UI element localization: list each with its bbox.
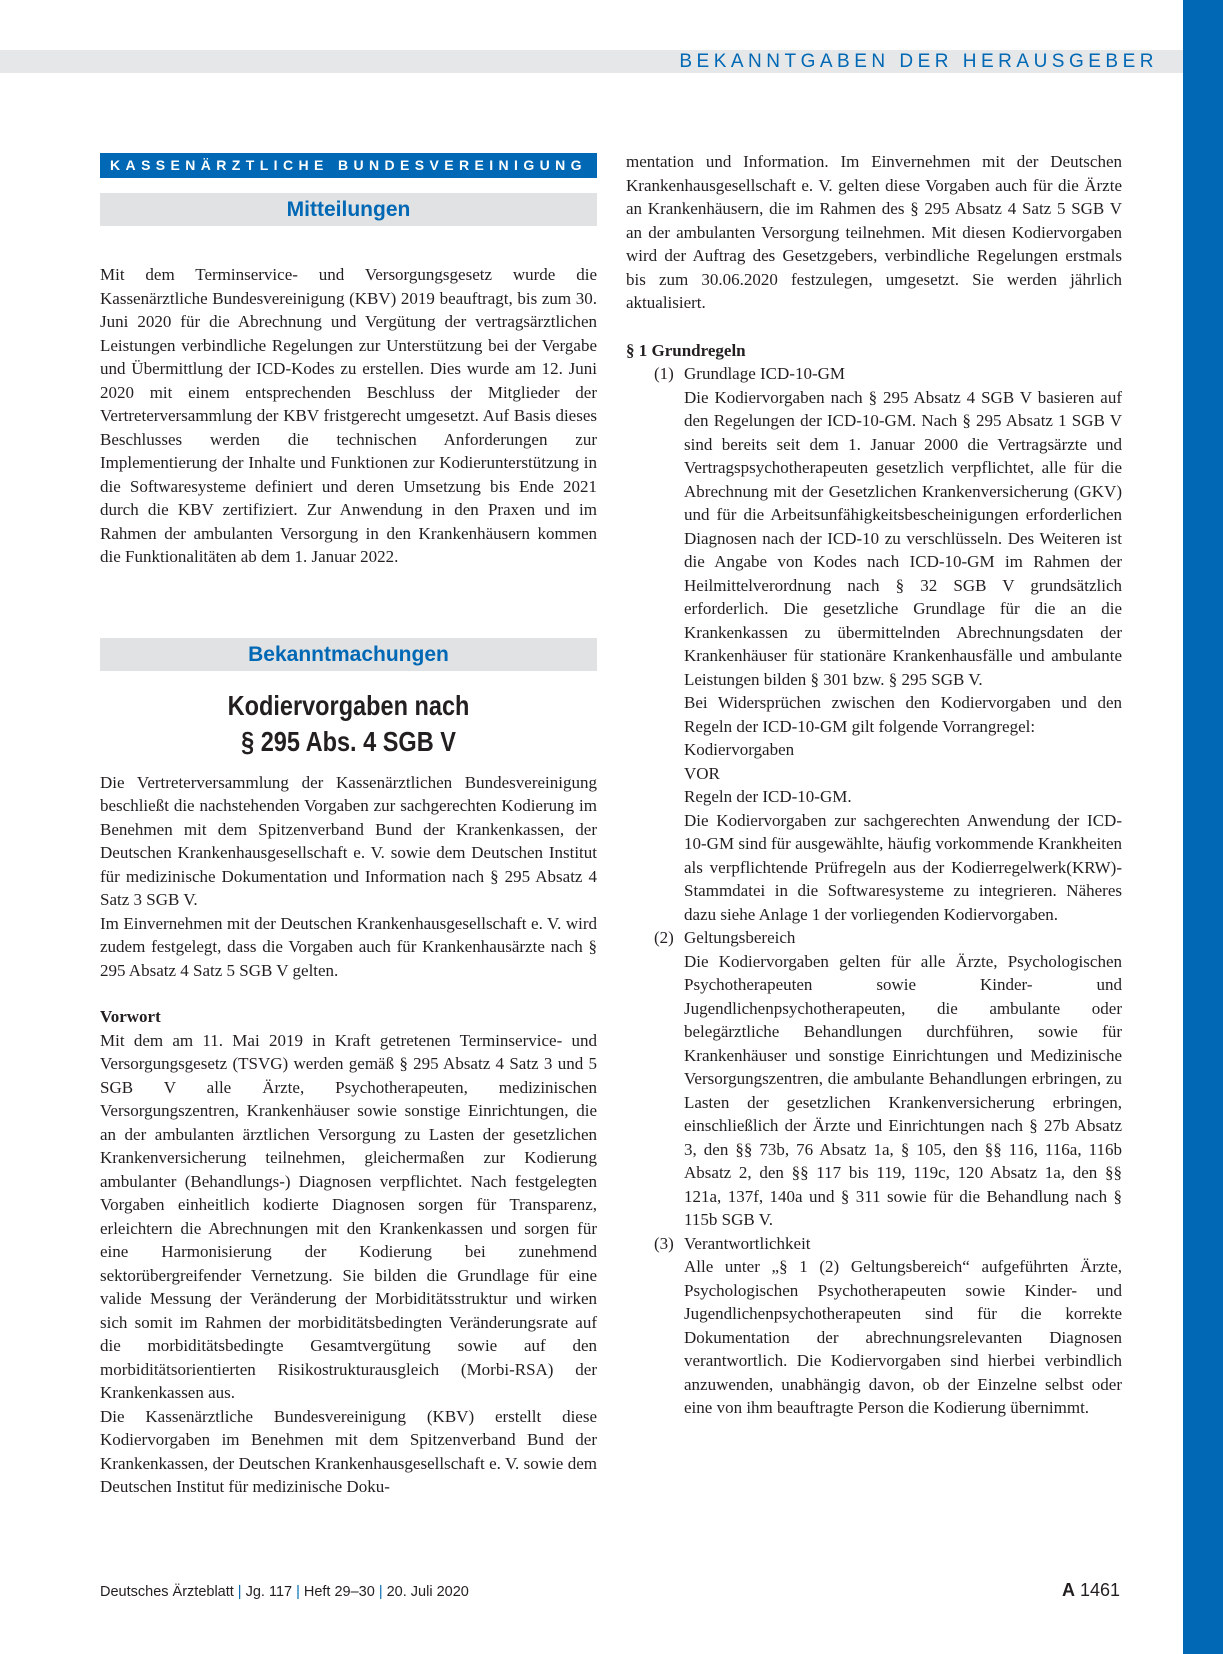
article-title-line1: Kodiervorgaben nach: [227, 689, 470, 721]
rule-line: Kodiervorgaben: [684, 740, 795, 759]
right-column: [626, 150, 1122, 1420]
item-paragraph: Die Kodiervorgaben nach § 295 Absatz 4 SGB V basieren auf den Regelungen der ICD-10-GM. Nach § 295 Absatz 1 SGB V sind bereits seit dem 1. Januar 2000 die Vertragsärzte und Vertragspsychotherapeuten gesetzlich verpflichtet, alle für die Abrechnung mit der Gesetzlichen Krankenversicherung (GKV) und für die Arbeitsunfähigkeitsbescheinigungen erforderlichen Diagnosen nach der ICD-10 zu verschlüsseln. Des Weiteren ist die Angabe von Kodes nach ICD-10-GM im Rahmen der Heilmittelverordnung nach § 32 SGB V grundsätzlich erforderlich. Die gesetzliche Grundlage für die an die Krankenkassen zu übermittelnden Abrechnungsdaten der Krankenhäuser für stationäre Krankenhausfälle und ambulante Leistungen bilden § 301 bzw. § 295 SGB V.: [684, 387, 1122, 689]
vorwort-paragraph-1: Mit dem am 11. Mai 2019 in Kraft getretenen Terminservice- und Versorgungsgesetz (TSVG) werden gemäß § 295 Absatz 4 Satz 3 und 5 SGB V alle Ärzte, Psychotherapeuten, medizinischen Versorgungszentren, Krankenhäuser sowie sonstige Einrichtungen, die an der ambulanten ärztlichen Versorgung zu Lasten der gesetzlichen Krankenversicherung teilnehmen, gleichermaßen zur Kodierung ambulanter (Behandlungs-) Diagnosen verpflichtet. Nach festgelegten Vorgaben einheitlich kodierte Diagnosen sorgen für Transparenz, erleichtern die Abrechnungen mit den Krankenkassen und sorgen für eine Harmonisierung der Kodierung bei zunehmend sektorübergreifender Vernetzung. Sie bilden die Grundlage für eine valide Messung der Veränderung der Morbiditätsstruktur und wirken sich somit im Rahmen der morbiditätsbedingten Veränderungsrate auf die morbiditätsbedingte Gesamtvergütung sowie auf den morbiditätsorientierten Risikostrukturausgleich (Morbi-RSA) der Krankenkassen aus.: [100, 1030, 597, 1402]
item-verantwortlichkeit: [626, 1232, 1122, 1420]
item-number: (2): [654, 928, 674, 947]
section-header: BEKANNTGABEN DER HERAUSGEBER: [679, 51, 1158, 72]
vorwort-heading: Vorwort: [100, 1007, 161, 1026]
item-paragraph: Alle unter „§ 1 (2) Geltungsbereich“ aufgeführten Ärzte, Psychologischen Psychotherapeuten sowie Kinder- und Jugendlichenpsychotherapeuten sind für die korrekte Dokumentation der abrechnungsrelevanten Diagnosen verantwortlich. Die Kodiervorgaben sind hierbei verbindlich anzuwenden, unabhängig davon, ob der Einzelne selbst oder eine von ihm beauftragte Person die Kodierung übernimmt.: [684, 1257, 1122, 1417]
page-prefix: A: [1061, 1580, 1075, 1600]
item-label: Grundlage ICD-10-GM: [684, 364, 845, 383]
intro-paragraph-2: Im Einvernehmen mit der Deutschen Krankenhausgesellschaft e. V. wird zudem festgelegt, dass die Vorgaben auch für Krankenhausärzte nach § 295 Absatz 4 Satz 5 SGB V gelten.: [100, 913, 597, 980]
vorwort-paragraph-2: Die Kassenärztliche Bundesvereinigung (KBV) erstellt diese Kodiervorgaben im Benehmen mit dem Spitzenverband Bund der Krankenkassen, der Deutschen Krankenhausgesellschaft e. V. sowie dem Deutschen Institut für medizinische Doku-: [100, 1406, 597, 1496]
journal-issue: Heft 29–30: [303, 1584, 375, 1600]
item-number: (3): [654, 1233, 674, 1253]
separator: |: [237, 1584, 242, 1600]
journal-volume: Jg. 117: [245, 1584, 293, 1600]
article-title-line2: § 295 Abs. 4 SGB V: [241, 725, 456, 757]
item-paragraph: Bei Widersprüchen zwischen den Kodiervorgaben und den Regeln der ICD-10-GM gilt folgende Vorrangregel:: [684, 693, 1122, 736]
bekanntmachungen-heading: Bekanntmachungen: [100, 638, 597, 671]
separator: |: [296, 1584, 300, 1600]
left-column: [100, 153, 597, 1499]
item-paragraph: Die Kodiervorgaben gelten für alle Ärzte, Psychologischen Psychotherapeuten sowie Kinder- und Jugendlichenpsychotherapeuten, die ambulante oder belegärztliche Behandlungen durchführen, sowie für Krankenhäuser und sonstige Einrichtungen und Medizinische Versorgungszentren, die ambulante Behandlungen erbringen, zu Lasten der gesetzlichen Krankenversicherung erbringen, einschließlich der Ärzte und Einrichtungen nach § 27b Absatz 3, den §§ 73b, 76 Absatz 1a, § 105, den §§ 116, 116a, 116b Absatz 2, den §§ 117 bis 119, 119c, 120 Absatz 1a, den §§ 121a, 137f, 140a und § 311 sowie für die Behandlung nach § 115b SGB V.: [684, 951, 1122, 1229]
org-band: KASSENÄRZTLICHE BUNDESVEREINIGUNG: [100, 153, 597, 178]
page-number-value: 1461: [1079, 1580, 1120, 1600]
mitteilungen-heading: Mitteilungen: [100, 193, 597, 226]
side-color-bar: [1183, 0, 1223, 1654]
page-number: [1062, 1580, 1120, 1601]
footer-citation: [100, 1584, 469, 1600]
item-geltungsbereich: [626, 926, 1122, 1232]
item-grundlage: [626, 362, 1122, 926]
separator: |: [378, 1584, 383, 1600]
section1-heading: § 1 Grundregeln: [626, 340, 746, 360]
rule-line: Regeln der ICD-10-GM.: [684, 787, 852, 806]
continuation-paragraph: mentation und Information. Im Einvernehmen mit der Deutschen Krankenhausgesellschaft e. V. gelten diese Vorgaben auch für die Ärzte an Krankenhäusern, die im Rahmen des § 295 Absatz 4 Satz 5 SGB V an der ambulanten Versorgung teilnehmen. Mit diesen Kodiervorgaben wird der Auftrag des Gesetzgebers, verbindliche Regelungen erstmals bis zum 30.06.2020 festzulegen, umgesetzt. Sie werden jährlich aktualisiert.: [626, 152, 1122, 312]
item-number: (1): [654, 364, 674, 383]
item-label: Verantwortlichkeit: [684, 1233, 811, 1253]
item-paragraph: Die Kodiervorgaben zur sachgerechten Anwendung der ICD-10-GM sind für ausgewählte, häufig vorkommende Krankheiten als verpflichtende Prüfregeln aus der Kodierregelwerk(KRW)-Stammdatei in die Softwaresysteme zu integrieren. Näheres dazu siehe Anlage 1 der vorliegenden Kodiervorgaben.: [684, 810, 1122, 924]
mitteilungen-text: Mit dem Terminservice- und Versorgungsgesetz wurde die Kassenärztliche Bundesvereinigung (KBV) 2019 beauftragt, bis zum 30. Juni 2020 für die Abrechnung und Vergütung der vertragsärztlichen Leistungen verbindliche Regelungen zur Unterstützung bei der Vergabe und Übermittlung der ICD-Kodes zu erstellen. Dies wurde am 12. Juni 2020 mit einem entsprechenden Beschluss der Mitglieder der Vertreterversammlung der KBV fristgerecht umgesetzt. Auf Basis dieses Beschlusses werden die technischen Anforderungen zur Implementierung der Inhalte und Funktionen zur Kodierunterstützung in die Softwaresysteme definiert und deren Umsetzung bis Ende 2021 durch die KBV zertifiziert. Zur Anwendung in den Praxen und im Rahmen der ambulanten Versorgung in den Krankenhäusern kommen die Funktionalitäten ab dem 1. Januar 2022.: [100, 265, 597, 566]
article-title: [100, 688, 597, 760]
journal-date: 20. Juli 2020: [386, 1584, 469, 1600]
intro-paragraph-1: Die Vertreterversammlung der Kassenärztlichen Bundesvereinigung beschließt die nachstehenden Vorgaben zur sachgerechten Kodierung im Benehmen mit dem Spitzenverband Bund der Krankenkassen, der Deutschen Krankenhausgesellschaft e. V. sowie dem Deutschen Institut für medizinische Dokumentation und Information nach § 295 Absatz 4 Satz 3 SGB V.: [100, 772, 597, 909]
item-label: Geltungsbereich: [684, 928, 796, 947]
journal-name: Deutsches Ärzteblatt: [100, 1584, 234, 1600]
rule-line: VOR: [684, 763, 720, 783]
